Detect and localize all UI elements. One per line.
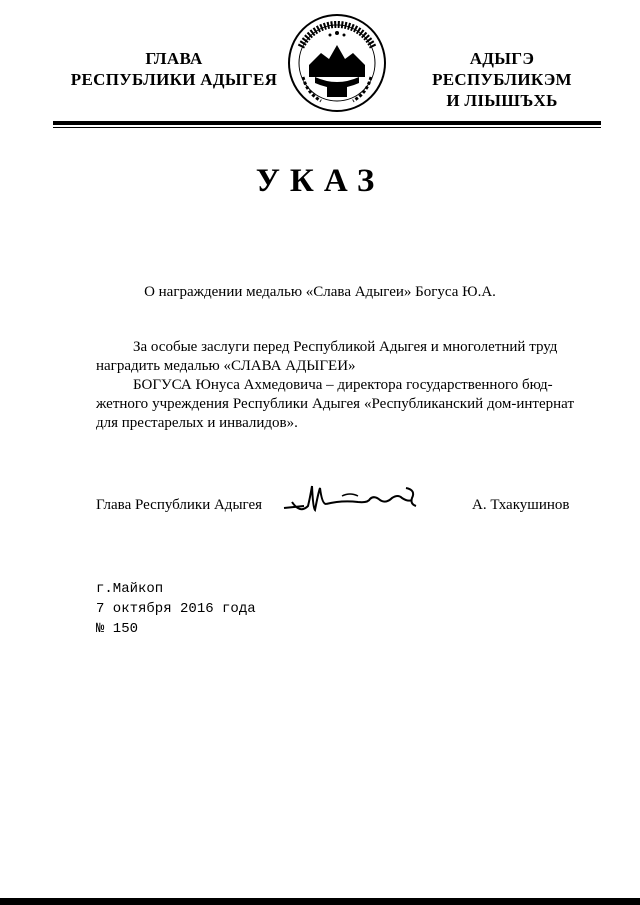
body-p2-line3: для престарелых и инвалидов». xyxy=(96,415,298,431)
header-left-line1: ГЛАВА xyxy=(145,49,203,68)
document-title: УКАЗ xyxy=(255,163,385,199)
bottom-scan-edge xyxy=(0,898,640,905)
header-right-line1: АДЫГЭ РЕСПУБЛИКЭМ xyxy=(432,49,572,89)
body-paragraph-2 xyxy=(96,376,574,433)
header-divider-thick xyxy=(53,121,601,125)
header-left-line2: РЕСПУБЛИКИ АДЫГЕЯ xyxy=(70,70,278,89)
signatory-name: А. Тхакушинов xyxy=(472,497,570,513)
header-right xyxy=(398,48,606,111)
header-divider-thin xyxy=(53,127,601,128)
coat-of-arms-icon xyxy=(287,13,387,113)
body-p2-line1: БОГУСА Юнуса Ахмедовича – директора государственного бюд- xyxy=(133,377,553,393)
body-p2-line2: жетного учреждения Республики Адыгея «Республиканский дом-интернат xyxy=(96,396,574,412)
handwritten-signature-icon xyxy=(282,478,422,520)
body-paragraph-1 xyxy=(96,338,574,376)
issue-date: 7 октября 2016 года xyxy=(96,601,256,617)
header-right-line2: И ЛІЫШЪХЬ xyxy=(446,91,558,110)
issue-place: г.Майкоп xyxy=(96,581,164,597)
document-subject: О награждении медалью «Слава Адыгеи» Богуса Ю.А. xyxy=(144,284,496,300)
body-p1-line2: наградить медалью «СЛАВА АДЫГЕИ» xyxy=(96,358,356,374)
header-left xyxy=(40,48,308,90)
body-p1-line1: За особые заслуги перед Республикой Адыгея и многолетний труд xyxy=(133,339,558,355)
signatory-role: Глава Республики Адыгея xyxy=(96,497,263,513)
document-number: № 150 xyxy=(96,621,139,637)
